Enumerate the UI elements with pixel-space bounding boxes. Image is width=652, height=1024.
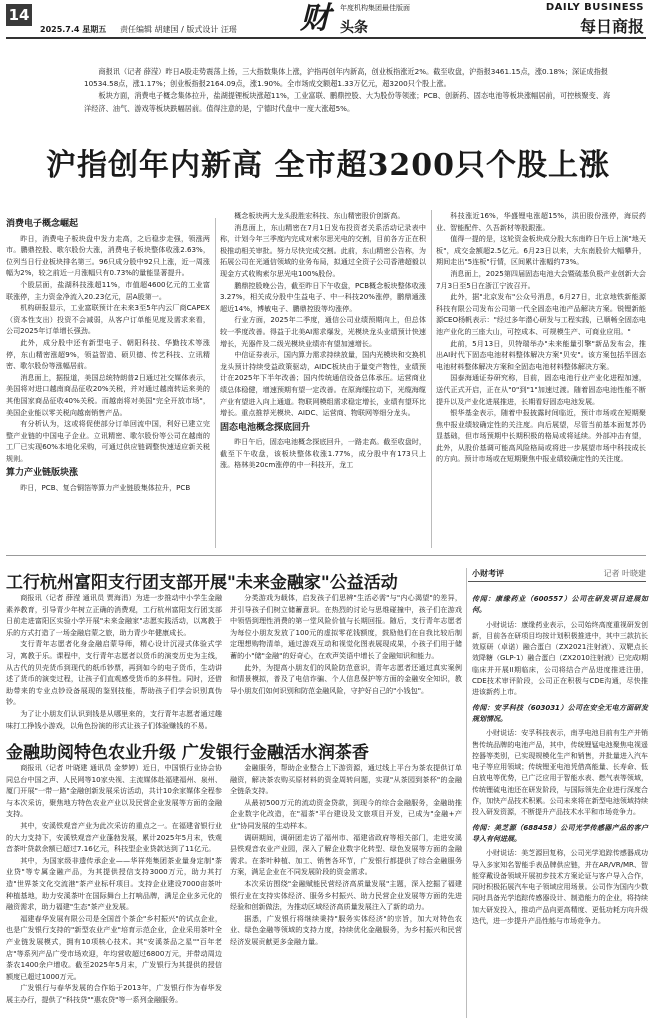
page-number: 14 xyxy=(6,4,32,26)
story2-column-2 xyxy=(230,592,462,696)
section-tag: 年度机构集团最佳版面 xyxy=(340,4,410,12)
section-name: 头条 xyxy=(340,20,368,36)
paragraph: 从最初500万元的流动资金贷款，到现今的综合金融服务，金融助推企业数字化改造，在"福茶"平台建设及文旅项目开发，已成为"金融+产业"协同发展的生动样本。 xyxy=(230,797,462,830)
paragraph: 行业方面，2025年二季度，通信公司业绩预期向上，但总体较一季度改善。得益于北美AI需求爆发，光模块龙头业绩预计快速增长，光器件及二级光模块业绩亦有望加速增长。 xyxy=(220,315,426,348)
paragraph: 鹏鼎控股晚公告，截至昨日下午收盘，PCB概念板块整体收涨3.27%，相关成分股中生益电子、中一科技20%涨停，鹏鼎通涨超近14%，博敏电子、鹏鼎控股等均涨停。 xyxy=(220,280,426,313)
paragraph: 昨日，PCB、复合铜箔等算力产业链股集体拉升，PCB xyxy=(20,483,191,493)
sidebar-header xyxy=(468,568,646,582)
subhead: 算力产业链版块涨 xyxy=(6,468,79,479)
paragraph: 此外，成分股中还有新型电子、朝阳科技、华勤技术等涨停，东山精密涨超9%，领益智造、硕贝德、传艺科技、立讯精密、歌尔股份等涨幅居前。 xyxy=(6,337,210,371)
newspaper-brand: 每日商报 xyxy=(579,17,644,36)
story3-column-1 xyxy=(6,762,222,1005)
paragraph: 据悉，广发银行将继续秉持"服务实体经济"的宗旨，加大对特色农业、绿色金融等领域的支持力度，持续优化金融服务，为乡村振兴和民营经济发展贡献更多金融力量。 xyxy=(230,913,462,946)
paragraph: 消息面上，2025第四届固态电池大会暨硫基负极产业创新大会7月3日至5日在浙江宁波召开。 xyxy=(436,268,646,290)
paragraph: 此前，5月13日，贝特瑞举办"未来能量引擎"新品发布会，推出AI时代下固态电池材料整体解决方案"贝安"。该方案包括半固态电池材料整体解决方案和全固态电池材料整体解决方案。 xyxy=(436,338,646,371)
issue-date: 2025.7.4 星期五 xyxy=(40,25,107,34)
paragraph: 广发银行与春华发展的合作始于2013年，广发银行作为春华发展主办行，提供了"科技贷""惠农贷"等一系列金融服务。 xyxy=(6,983,222,1004)
paragraph: 昨日，消费电子板块盘中发力走高，之后稳步走强，领涨两市。鹏鼎控股、歌尔股份大涨，消费电子板块整体收涨2.63%，位列当日行业板块排名第三。96只成分股中92只上涨，近一周涨幅为2%，较之前近一月涨幅只有0.73%的量能显著提升。 xyxy=(6,233,210,278)
story3-headline: 金融助阅特色农业升级 广发银行金融活水润茶香 xyxy=(6,743,369,763)
sidebar-answer: 小财说话：美芝源回复称，公司光学追踪传感器成功导入多家知名智能手表品牌供应链，并在AR/VR/MR、智能穿戴设备领域开展初步技术方案论证与客户导入合作，同时积极拓展汽车电子领域应用场景。公司作为国内少数同时具备光学追踪传感器设计、制造能力的企业，将持续加大研发投入，推动产品向更高精度、更低功耗方向升级迭代，进一步提升产品性能与市场竞争力。 xyxy=(472,849,648,926)
story3-column-2 xyxy=(230,762,462,948)
section-rule xyxy=(6,555,646,556)
paragraph: 调研期间，调研团走访了福州市、福建省政府等相关部门，走进安溪县铁观音农业产业园，深入了解企业数字化转型、绿色发展等方面的金融需求。在茶叶种植、加工、销售各环节，广发银行都提供了综合金融服务方案，满足企业在不同发展阶段的资金需求。 xyxy=(230,832,462,877)
paragraph: 此外，为提高小朋友们的风险防范意识，青年志愿者还通过真实案例和情景模拟，普及了电信诈骗、个人信息保护等方面的金融安全知识，教导小朋友们如何识别和防范金融风险，守护好自己的"小钱包"。 xyxy=(230,662,462,695)
sidebar-column xyxy=(472,590,648,930)
header-rule xyxy=(6,37,646,39)
sidebar-answer: 小财说话：康缘药业表示，公司始终高度重视研发创新，目前各在研项目均按计划积极推进中，其中三款抗长效原研（卓诺）融合蛋白（ZX2021注射液）、双靶点长效降糖（GLP-1）融合蛋白（ZX2010注射液）已完成I期临床并开展II期临床，公司将结合产品进度推进注册，CDE技术审评阶段，公司正在积极与CDE沟通，尽快推进该新药上市。 xyxy=(472,620,648,697)
summary-para: 板块方面，消费电子概念集体拉升，盐湖提锂板块涨超11%，工业富联、鹏鼎控股、大为股份等领涨；PCB、创新药、固态电池等板块涨幅居前，可控核聚变、海洋经济、油气、游戏等板块跌幅居前。值得注意的是，宁德时代盘中一度大涨超5%。 xyxy=(84,91,611,113)
subhead: 消费电子概念崛起 xyxy=(6,219,79,229)
paragraph: 商报讯（记者 叶晓建 通讯员 金梦婷）近日，中国银行业协会协同总台中国之声、人民网等10家央视、主流媒体赴福建福州、泉州、厦门开展"一带一路"金融创新发展采访活动，共计10余家媒体全程参与本次采访，聚焦地方特色农业产业以及民营企业发展等方面的金融支持。 xyxy=(6,763,222,819)
subhead: 固态电池概念探底回升 xyxy=(220,422,311,433)
paragraph: 国泰海通证券研究称，目前，固态电池行业产业化进程加速，送代正式开启，正在从"0"到"1"加速过渡。随着固态电池性能不断提升以及产业化进展推进，长期看好固态电池发展。 xyxy=(436,373,646,406)
paragraph: 中信证券表示，国内算力需求持续放量，国内光模块和交换机龙头预计持续受益政策驱动，AIDC板块由于量变产物性，业绩预计在2025年下半年改善；国内传统通信设备总体承压。运营商业绩总体稳健，增速预期有望一定改善。在原海缆拉动下，光缆海缆产业有望进入向上通道。物联网模组需求稳定增长，业绩有望环比增长。重点推荐光模块、AIDC、运营商、物联网等细分龙头。 xyxy=(220,350,426,418)
page-header xyxy=(0,0,652,40)
paragraph: 为了让小朋友们认识到钱是从哪里来的，支行青年志愿者通过趣味打工挣钱小游戏，以角色扮演的形式让孩子们体验赚钱的不易。 xyxy=(6,708,222,730)
paragraph: 其中，安溪铁观音产业为此次采访的重点之一。在福建省银行业的大力支持下，安溪铁观音产业蓬勃发展，累计2025年5月末，铁观音茶叶贷款余额已超过7.16亿元，科技型企业贷款达到了11亿元。 xyxy=(6,820,222,854)
paragraph: 有分析认为，这或将促使部分订单回流中国，利好已建立完整产业链的中国电子企业。立讯精密、歌尔股份等公司在越南的工厂已实现60%本地化采购，可通过供应链调整快速适应新关税规则。 xyxy=(6,419,210,463)
column-rule xyxy=(431,210,432,548)
sidebar-question: 传闻：安孚科技（603031）公司在安全无电方面研发规划情况。 xyxy=(472,703,648,723)
paragraph: 商报讯（记者 薛滢 通讯员 贾海涓）为进一步推动中小学生金融素养教育，引导青少年树立正确的消费观，工行杭州富阳支行团支部日前走进富阳区实验小学开展"未来金融家"志愿实践活动，以寓教于乐的方式打造了一场金融启蒙之旅，助力青少年健康成长。 xyxy=(6,593,222,637)
paragraph: 支行青年志愿者化身金融启蒙导师，精心设计沉浸式体验式学习，寓教于乐。课程中，支行青年志愿者以货币的演变历史为主线，从古代的贝壳货币到现代的纸币钞票，再到如今的电子货币，生动讲述了货币的演变过程，让孩子们直观感受货币的多样性。同时，还借助带来的专业点钞设备展现的鉴别技能，帮助孩子们学会识别真伪钞。 xyxy=(6,639,222,707)
paragraph: 机构研报显示，工业富联预计在未来3至5年内云厂商CAPEX（资本性支出）投资不会减弱，从客户订单能见度及需求来看，公司2025年订单增长强劲。 xyxy=(6,303,210,336)
paragraph: 银华基金表示，随着中报披露时间临近，预计市场或在短期聚焦中报业绩较确定性的关注度。向后展望，尽管当前基本面复苏仍显基础，但市场预期中长期积极的格局或将延续。外部冲击有望，此外，从股价基调可能高风险格局或将进一步展望市场中科技成长的方向。预计市场或在短期聚焦中报业绩较确定性的关注度。 xyxy=(436,408,646,464)
paragraph: 值得一提的是，这轮资金板块成分股大东南昨日午后上演"地天板"，成交金额超2.5亿元。6月23日以来，大东南股价大幅攀升，期间走出"5连板"行情，区间累计涨幅约73%。 xyxy=(436,234,646,267)
lead-headline: 沪指创年内新高 全市超3200只个股上涨 xyxy=(46,148,610,183)
paragraph: 科技涨近16%，华盛锂电涨超15%，洪田股份涨停，海辰药业、智能配件、久吾新材等股跟涨。 xyxy=(436,211,646,232)
sidebar-byline: 记者 叶晓建 xyxy=(603,569,646,578)
paragraph: 消息面上，据报道，美国总统特朗普2日通过社交媒体表示，美国将对进口越南商品征收20%关税，并对通过越南转运来美的其他国家商品征收40%关税。而越南将对美国"完全开放市场"，美国企业能以零关税向越南销售产品。 xyxy=(6,372,210,417)
english-masthead: DAILY BUSINESS xyxy=(545,2,644,13)
lead-column-1 xyxy=(6,218,210,494)
sidebar-title: 小财考评 xyxy=(472,569,504,578)
paragraph: 消息面上，东山精密在7月1日发布投资者关系活动记录表中称，计划今年三季度内完成对索尔思光电的交割，目前各方正在积极推动相关审批。努力尽快完成交割。此前，东山精密公告称，为拓展公司在光通信领域的业务布局，拟通过全资子公司香港超毅以现金方式收购索尔思光电100%股份。 xyxy=(220,222,426,278)
paragraph: 福建春华发展有限公司是全国首个茶企"乡村振兴"的试点企业，也是广发银行支持的"新型农业产业"培育示范企业，企业采用茶叶全产业链发展模式，拥有10项核心技术。其"安溪茶品之星""百年老店"等系列产品广受市场欢迎，年均营收超过6800万元，并带动周边茶农1400余户增收。截至2025年5月末，广发银行为其提供的授信额度已超过1000万元。 xyxy=(6,913,222,981)
editors-credit: 责任编辑 胡建国 / 版式设计 汪瑶 xyxy=(120,25,237,34)
section-glyph: 财 xyxy=(300,1,330,36)
lead-summary xyxy=(84,66,614,115)
paragraph: 其中，为国家级非遗传承企业——华祥苑集团茶业量身定制"茶业贷"等专属金融产品，为其提供授信支持3000万元，助力其打造"世界茶文化交流港"茶产业标杆项目。支持企业建设7000亩茶叶种植基地，助力安溪茶叶在国际舞台上打响品牌，满足企业多元化的融资需求，助力福建"生态"茶产业发展。 xyxy=(6,855,222,912)
column-rule xyxy=(466,568,467,1018)
sidebar-question: 传闻：美芝源（688458）公司光学传感器产品的客户导入有何进展。 xyxy=(472,823,648,843)
lead-column-2 xyxy=(220,210,426,471)
story2-column-1 xyxy=(6,592,222,731)
paragraph: 个股层面，盐湖科技涨超11%，市值超4600亿元的工业富联涨停，主力资金净流入20.23亿元，居A股第一。 xyxy=(6,279,210,301)
lead-column-3 xyxy=(436,210,646,465)
sidebar-answer: 小财说话：安孚科技表示，南孚电池目前有生产并销售传统品牌的电池产品，其中，传统锂锰电池聚焦电视遥控器等类别，已实现规模化生产和销售，并批量进入汽车电子等应用领域；传统锂亚电池凭借高能量、长寿命、低自放电等优势，已广泛应用于智能水表、燃气表等领域，传统锂硫电池还在研发阶段，与国际领先企业进行深度合作，加快产品技术积累。公司未来将在新型电池领域持续投入研发资源，不断提升产品技术水平和市场竞争力。 xyxy=(472,729,648,817)
summary-para: 商报讯（记者 薛滢）昨日A股走势震荡上扬，三大指数集体上涨，沪指再创年内新高，创业板指涨近2%。截至收盘，沪指报3461.15点，涨0.18%；深证成指报10534.58点，涨1.17%；创业板指报2164.09点，涨1.90%。全市场成交额超1.33万亿元，超3200只个股上涨。 xyxy=(84,67,608,89)
paragraph: 概念板块两大龙头股胜宏科技、东山精密股价创新高。 xyxy=(234,211,405,220)
sidebar-question: 传闻：康缘药业（600557）公司在研发项目进展如何。 xyxy=(472,595,648,615)
paragraph: 此外，据"北京发布"公众号消息，6月27日，北京地铁新能源科技有限公司发布公司第一代全固态电池产品解决方案。锐锂新能源CEO杨帆表示："经过多年潜心研发与工程实践，已顺畅全固态电池产业化的三座大山，可控成本、可规模生产、可商业应用。" xyxy=(436,292,646,336)
column-rule xyxy=(215,218,216,548)
paragraph: 分类游戏为载体，启发孩子们思辨"生活必需"与"内心渴望"的差异，并引导孩子们树立储蓄意识。在热烈的讨论与思维碰撞中，孩子们在游戏中领悟到理性消费的第一堂风险价值与长期回报。随后，支行青年志愿者为每位小朋友发放了100元的虚拟零花钱额度，鼓励他们在自我比较后制定理想购物清单，通过游戏互动和视觉化图表展现成果，小孩子们用于储蓄的小"储"金融"的好奇心，在欢声笑语中增长了金融知识和能力。 xyxy=(230,593,462,660)
paragraph: 昨日午后，固态电池概念探底回升，一路走高。截至收盘时，截至下午收盘，该板块整体收涨1.77%，成分股中有173只上涨。格林美20cm涨停的中一科技开，龙工 xyxy=(220,437,426,470)
paragraph: 金融服务，帮助企业整合上下游资源，通过线上平台为茶农提供订单融资，解决茶农购买原材料的资金周转问题，实现"从茶园到茶杯"的金融全链条支持。 xyxy=(230,763,462,796)
story2-headline: 工行杭州富阳支行团支部开展"未来金融家"公益活动 xyxy=(6,573,398,593)
paragraph: 本次采访围绕"金融赋能民营经济高质量发展"主题，深入挖掘了福建银行业在支持实体经济、服务乡村振兴、助力民营企业发展等方面的先进经验和创新做法，为推动区域经济高质量发展注入了新的动力。 xyxy=(230,878,462,912)
